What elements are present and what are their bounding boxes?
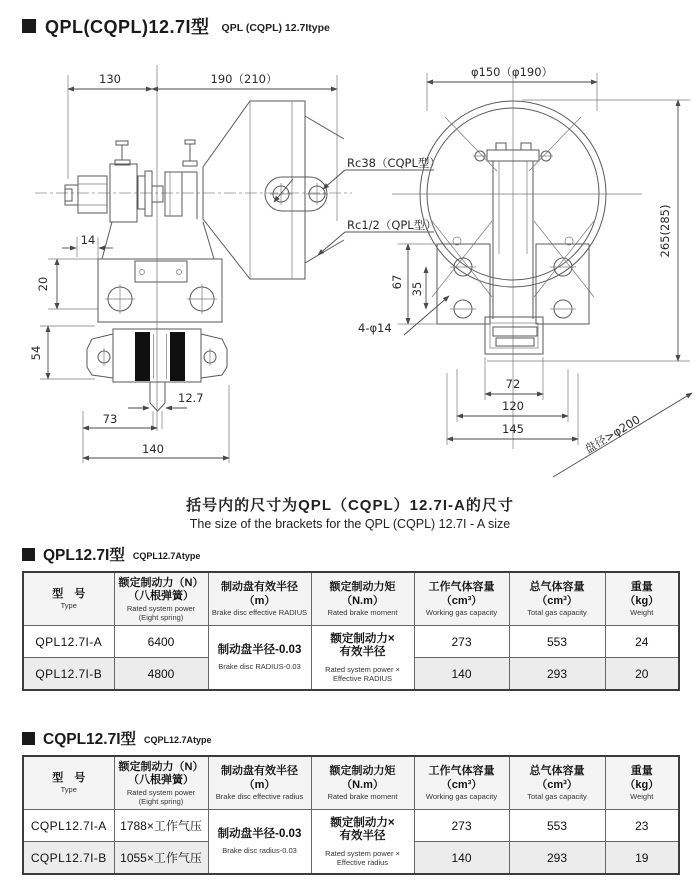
- header-power-en1: Rated system power: [126, 787, 196, 797]
- header-total-cn1: 总气体容量: [529, 581, 585, 593]
- black-square-bullet-icon: [22, 732, 35, 745]
- radius-merged-cn: 制动盘半径-0.03: [217, 827, 302, 840]
- col-header-rated-power: [114, 572, 208, 626]
- cell-working-gas: 140: [414, 658, 509, 691]
- dim-12-7-label: 12.7: [178, 391, 204, 405]
- col-header-weight: [605, 572, 679, 626]
- header-moment-cn1: 额定制动力矩: [329, 765, 396, 777]
- header-working-en: Working gas capacity: [425, 608, 498, 617]
- moment-merged-cn1: 额定制动力×: [330, 816, 395, 829]
- port-rc12-label: Rc1/2（QPL型）: [347, 218, 437, 232]
- header-radius-cn2: （m）: [243, 778, 276, 791]
- dim-4phi14-label: 4-φ14: [358, 321, 392, 335]
- dim-14-label: 14: [80, 233, 96, 247]
- header-power-en2: (Eight spring): [138, 796, 184, 806]
- col-header-type: [23, 756, 114, 810]
- moment-merged-en2: Effective RADIUS: [332, 673, 393, 683]
- section-qpl-title: [22, 543, 678, 565]
- header-total-en: Total gas capacity: [527, 792, 587, 801]
- dim-120-label: 120: [502, 399, 524, 413]
- cell-weight: 19: [605, 842, 679, 875]
- radius-merged-en: Brake disc radius-0.03: [222, 846, 297, 856]
- cell-radius-merged: [208, 626, 311, 691]
- dim-20-label: 20: [36, 276, 50, 292]
- port-rc38-label: Rc38（CQPL型）: [347, 156, 441, 170]
- header-type-en: Type: [60, 785, 77, 795]
- drawing-caption: [0, 494, 700, 531]
- qpl-spec-table: [22, 571, 680, 691]
- cell-total-gas: 293: [509, 658, 605, 691]
- section-cqpl: [22, 727, 678, 875]
- radius-merged-cn: 制动盘半径-0.03: [217, 643, 302, 656]
- header-moment-cn2: （N.m）: [341, 594, 384, 607]
- cell-total-gas: 293: [509, 842, 605, 875]
- header-moment-en: Rated brake moment: [327, 792, 398, 801]
- header-type-en: Type: [60, 601, 77, 611]
- dim-190-label: 190（210）: [210, 72, 278, 86]
- dim-140-label: 140: [142, 442, 164, 456]
- cell-type: CQPL12.7I-B: [23, 842, 114, 875]
- cell-power: 1055×工作气压: [114, 842, 208, 875]
- cell-working-gas: 140: [414, 842, 509, 875]
- header-total-cn2: （cm³）: [536, 594, 578, 607]
- header-type-cn: 型 号: [52, 587, 86, 600]
- cell-moment-merged: [311, 810, 414, 875]
- dim-265-label: 265(285): [658, 204, 672, 258]
- moment-merged-cn1: 额定制动力×: [330, 632, 395, 645]
- col-header-rated-power: [114, 756, 208, 810]
- header-power-en2: (Eight spring): [138, 612, 184, 622]
- section-qpl-title-cn: QPL12.7I型: [43, 547, 125, 564]
- disc-diameter-note: 盘径>φ200: [582, 412, 643, 457]
- header-power-cn1: 额定制动力（N）: [118, 760, 204, 773]
- header-power-cn2: （八根弹簧）: [128, 774, 194, 786]
- header-radius-cn2: （m）: [243, 594, 276, 607]
- col-header-type: [23, 572, 114, 626]
- dim-145-label: 145: [502, 422, 524, 436]
- header-moment-cn1: 额定制动力矩: [329, 581, 396, 593]
- dim-35-label: 35: [410, 281, 424, 297]
- header-total-en: Total gas capacity: [527, 608, 587, 617]
- cell-weight: 23: [605, 810, 679, 842]
- moment-merged-en1: Rated system power ×: [325, 848, 400, 858]
- header-weight-en: Weight: [630, 608, 654, 617]
- drawing-caption-cn: 括号内的尺寸为QPL（CQPL）12.7I-A的尺寸: [186, 497, 514, 514]
- black-square-bullet-icon: [22, 548, 35, 561]
- table-row: [23, 810, 679, 842]
- header-moment-en: Rated brake moment: [327, 608, 398, 617]
- cell-type: QPL12.7I-A: [23, 626, 114, 658]
- header-power-cn1: 额定制动力（N）: [118, 576, 204, 589]
- header-working-cn1: 工作气体容量: [428, 581, 495, 593]
- cell-working-gas: 273: [414, 810, 509, 842]
- cell-power: 1788×工作气压: [114, 810, 208, 842]
- table-header-row: [23, 572, 679, 626]
- cqpl-spec-table: [22, 755, 680, 875]
- header-total-cn2: （cm³）: [536, 778, 578, 791]
- col-header-total-gas: [509, 572, 605, 626]
- header-weight-cn1: 重量: [630, 765, 653, 777]
- header-total-cn1: 总气体容量: [529, 765, 585, 777]
- cell-working-gas: 273: [414, 626, 509, 658]
- header-radius-cn1: 制动盘有效半径: [221, 581, 298, 593]
- dim-phi150-label: φ150（φ190）: [470, 65, 554, 79]
- col-header-brake-moment: [311, 572, 414, 626]
- table-header-row: [23, 756, 679, 810]
- technical-drawing: [0, 39, 700, 491]
- moment-merged-cn2: 有效半径: [339, 830, 386, 842]
- dim-72-label: 72: [505, 377, 521, 391]
- header-moment-cn2: （N.m）: [341, 778, 384, 791]
- front-view-drawing: [358, 65, 692, 477]
- page-header: [0, 0, 700, 39]
- header-working-cn2: （cm³）: [440, 778, 483, 791]
- cell-weight: 24: [605, 626, 679, 658]
- dim-130-label: 130: [99, 72, 121, 86]
- header-working-cn1: 工作气体容量: [428, 765, 495, 777]
- header-type-cn: 型 号: [52, 771, 86, 784]
- section-cqpl-title: [22, 727, 678, 749]
- page-title: QPL(CQPL)12.7I型: [45, 17, 210, 37]
- dim-54-label: 54: [29, 345, 43, 361]
- col-header-working-gas: [414, 572, 509, 626]
- cell-power: 4800: [114, 658, 208, 691]
- header-weight-cn1: 重量: [630, 581, 653, 593]
- section-qpl: [22, 543, 678, 691]
- header-working-cn2: （cm³）: [440, 594, 483, 607]
- moment-merged-cn2: 有效半径: [339, 646, 386, 658]
- header-power-cn2: （八根弹簧）: [128, 590, 194, 602]
- col-header-effective-radius: [208, 572, 311, 626]
- section-qpl-title-en: CQPL12.7Atype: [132, 550, 201, 561]
- cell-type: QPL12.7I-B: [23, 658, 114, 691]
- radius-merged-en: Brake disc RADIUS-0.03: [218, 662, 301, 672]
- header-power-en1: Rated system power: [126, 603, 196, 613]
- cell-power: 6400: [114, 626, 208, 658]
- col-header-effective-radius: [208, 756, 311, 810]
- black-square-bullet-icon: [22, 19, 36, 33]
- col-header-working-gas: [414, 756, 509, 810]
- header-weight-cn2: （kg）: [624, 594, 660, 607]
- cell-weight: 20: [605, 658, 679, 691]
- page-title-en: QPL (CQPL) 12.7Itype: [221, 22, 330, 34]
- cell-radius-merged: [208, 810, 311, 875]
- cell-total-gas: 553: [509, 810, 605, 842]
- cell-moment-merged: [311, 626, 414, 691]
- table-row: [23, 626, 679, 658]
- cell-total-gas: 553: [509, 626, 605, 658]
- col-header-total-gas: [509, 756, 605, 810]
- moment-merged-en1: Rated system power ×: [325, 664, 400, 674]
- dim-67-label: 67: [390, 274, 404, 290]
- header-radius-cn1: 制动盘有效半径: [221, 765, 298, 777]
- cell-type: CQPL12.7I-A: [23, 810, 114, 842]
- col-header-brake-moment: [311, 756, 414, 810]
- header-radius-en: Brake disc effective radius: [215, 792, 304, 801]
- side-view-drawing: [29, 65, 441, 463]
- dim-73-label: 73: [102, 412, 118, 426]
- header-radius-en: Brake disc effective RADIUS: [211, 608, 308, 617]
- moment-merged-en2: Effective radius: [336, 857, 389, 867]
- section-cqpl-title-en: CQPL12.7Atype: [144, 734, 212, 745]
- header-weight-cn2: （kg）: [624, 778, 660, 791]
- header-working-en: Working gas capacity: [425, 792, 498, 801]
- section-cqpl-title-cn: CQPL12.7I型: [43, 731, 137, 748]
- header-weight-en: Weight: [630, 792, 654, 801]
- drawing-caption-en: The size of the brackets for the QPL (CQPL) 12.7I - A size: [189, 517, 511, 531]
- col-header-weight: [605, 756, 679, 810]
